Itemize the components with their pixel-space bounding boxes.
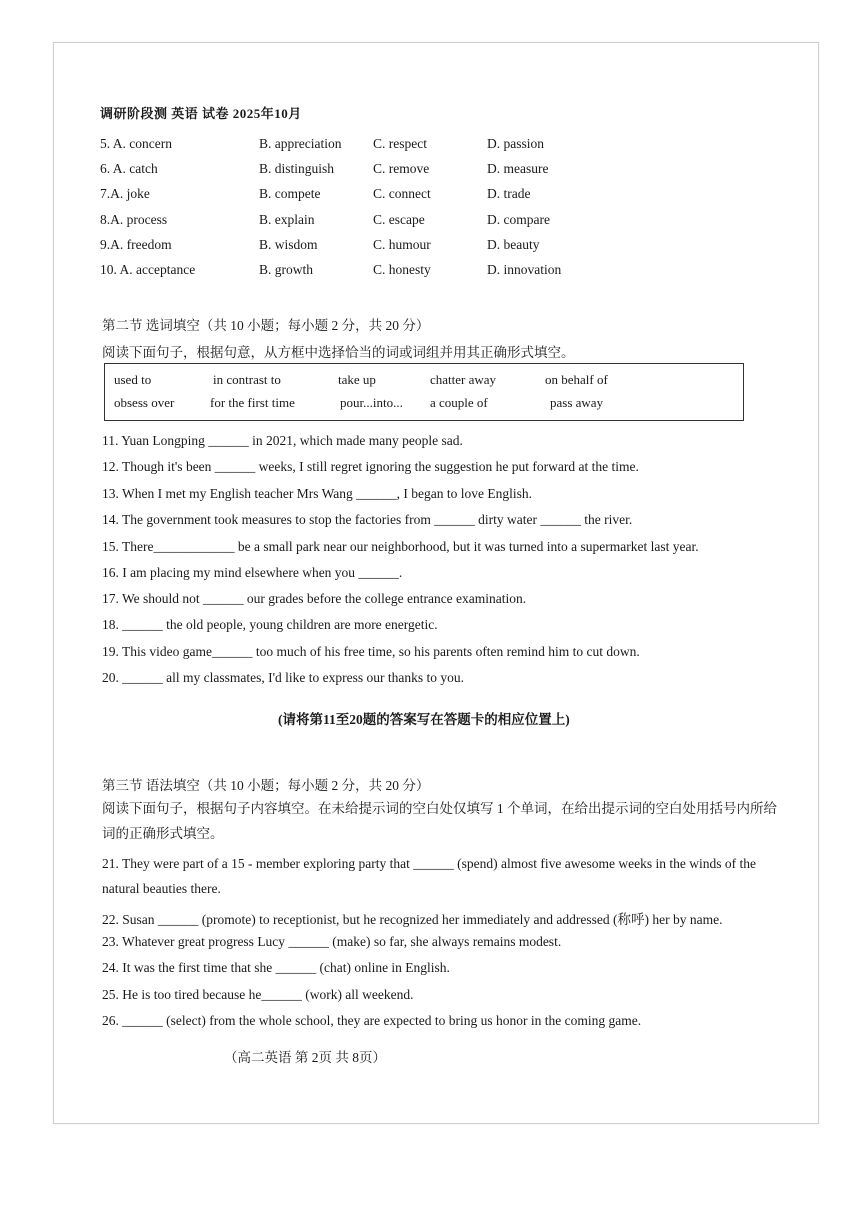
word-bank-box <box>104 363 744 421</box>
word-bank-item: a couple of <box>430 395 488 410</box>
option-a: 9.A. freedom <box>100 237 172 252</box>
option-d: D. trade <box>487 186 531 201</box>
option-row <box>100 212 600 230</box>
option-d: D. beauty <box>487 237 540 252</box>
question-23: 23. Whatever great progress Lucy ______ (make) so far, she always remains modest. <box>102 934 562 949</box>
question-13: 13. When I met my English teacher Mrs Wang ______, I began to love English. <box>102 486 532 501</box>
answer-sheet-note: (请将第11至20题的答案写在答题卡的相应位置上) <box>278 712 570 727</box>
option-c: C. remove <box>373 161 430 176</box>
question-19: 19. This video game______ too much of his free time, so his parents often remind him to cut down. <box>102 644 640 659</box>
option-row <box>100 161 600 179</box>
question-14: 14. The government took measures to stop the factories from ______ dirty water ______ the river. <box>102 512 633 527</box>
question-24: 24. It was the first time that she ______ (chat) online in English. <box>102 960 450 975</box>
option-row <box>100 237 600 255</box>
option-d: D. compare <box>487 212 550 227</box>
option-row <box>100 136 600 154</box>
option-a: 7.A. joke <box>100 186 150 201</box>
word-bank-item: pour...into... <box>340 395 403 410</box>
option-b: B. explain <box>259 212 315 227</box>
question-25: 25. He is too tired because he______ (work) all weekend. <box>102 987 414 1002</box>
section-2-title: 第二节 选词填空（共 10 小题；每小题 2 分，共 20 分） <box>102 318 430 333</box>
option-a: 8.A. process <box>100 212 168 227</box>
option-b: B. compete <box>259 186 321 201</box>
question-21: 21. They were part of a 15 - member exploring party that ______ (spend) almost five awesome weeks in the winds of the natural beauties there. <box>102 856 756 896</box>
page-header: 调研阶段测 英语 试卷 2025年10月 <box>100 106 302 121</box>
option-a: 5. A. concern <box>100 136 172 151</box>
option-c: C. honesty <box>373 262 431 277</box>
section-2-instruction: 阅读下面句子，根据句意，从方框中选择恰当的词或词组并用其正确形式填空。 <box>102 345 575 360</box>
question-11: 11. Yuan Longping ______ in 2021, which made many people sad. <box>102 433 463 448</box>
word-bank-item: on behalf of <box>545 372 608 387</box>
option-c: C. connect <box>373 186 431 201</box>
word-bank-item: take up <box>338 372 376 387</box>
word-bank-item: pass away <box>550 395 604 410</box>
option-row <box>100 186 600 204</box>
section-3-instruction: 阅读下面句子，根据句子内容填空。在未给提示词的空白处仅填写 1 个单词，在给出提示词的空白处用括号内所给词的正确形式填空。 <box>102 801 777 841</box>
option-a: 10. A. acceptance <box>100 262 196 277</box>
option-b: B. distinguish <box>259 161 335 176</box>
word-bank-item: for the first time <box>210 395 295 410</box>
word-bank-item: chatter away <box>430 372 497 387</box>
section-3-title: 第三节 语法填空（共 10 小题；每小题 2 分，共 20 分） <box>102 778 430 793</box>
question-17: 17. We should not ______ our grades before the college entrance examination. <box>102 591 527 606</box>
word-bank-item: obsess over <box>114 395 175 410</box>
question-16: 16. I am placing my mind elsewhere when you ______. <box>102 565 403 580</box>
question-26: 26. ______ (select) from the whole school, they are expected to bring us honor in the coming game. <box>102 1013 642 1028</box>
option-d: D. measure <box>487 161 549 176</box>
option-d: D. passion <box>487 136 544 151</box>
page-footer: （高二英语 第 2页 共 8页） <box>224 1050 386 1065</box>
option-c: C. humour <box>373 237 431 252</box>
word-bank-item: in contrast to <box>213 372 281 387</box>
question-20: 20. ______ all my classmates, I'd like to express our thanks to you. <box>102 670 465 685</box>
option-a: 6. A. catch <box>100 161 158 176</box>
question-18: 18. ______ the old people, young children are more energetic. <box>102 617 438 632</box>
question-12: 12. Though it's been ______ weeks, I still regret ignoring the suggestion he put forward at the time. <box>102 459 639 474</box>
option-row <box>100 262 600 280</box>
question-22: 22. Susan ______ (promote) to receptionist, but he recognized her immediately and addressed (称呼) her by name. <box>102 912 723 927</box>
option-b: B. wisdom <box>259 237 318 252</box>
option-d: D. innovation <box>487 262 562 277</box>
option-b: B. growth <box>259 262 313 277</box>
question-15: 15. There____________ be a small park near our neighborhood, but it was turned into a supermarket last year. <box>102 539 699 554</box>
option-c: C. escape <box>373 212 425 227</box>
word-bank-item: used to <box>114 372 152 387</box>
option-b: B. appreciation <box>259 136 342 151</box>
option-c: C. respect <box>373 136 427 151</box>
